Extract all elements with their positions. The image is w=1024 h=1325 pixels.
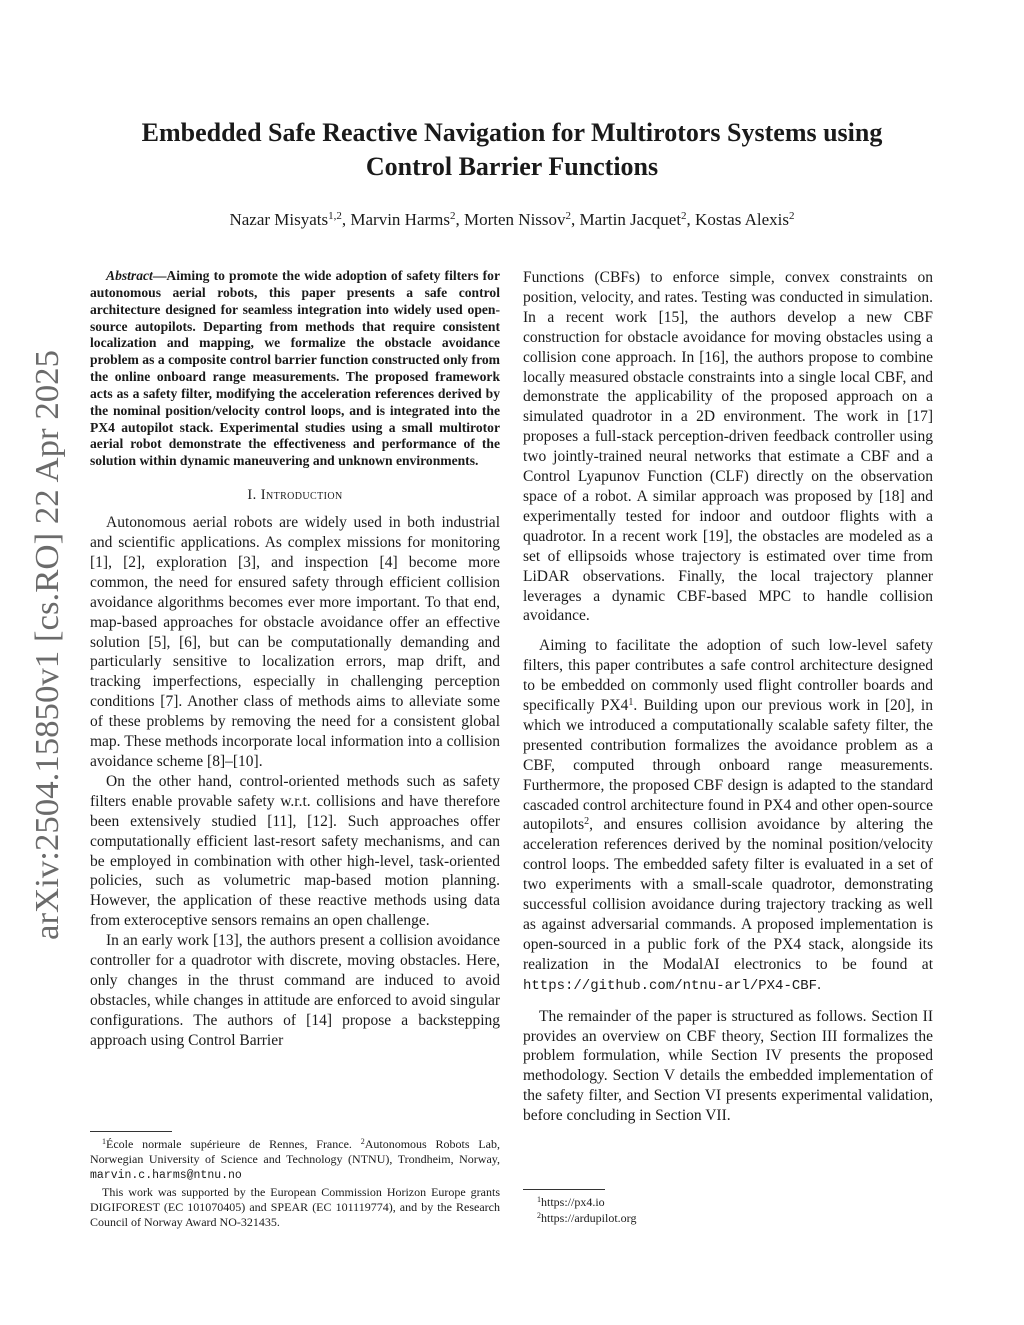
- author-affiliation: 2: [450, 210, 456, 222]
- section-number: I.: [247, 487, 257, 504]
- author-affiliation: 2: [789, 210, 795, 222]
- repository-link[interactable]: https://github.com/ntnu-arl/PX4-CBF: [523, 977, 818, 994]
- author-list: Nazar Misyats$^{1,2}$, Marvin Harms$^2$, Morten Nissov$^2$, Martin Jacquet$^2$, Kostas Alexis$^2$: [229, 210, 795, 229]
- footnote-marker: 2: [537, 1211, 541, 1220]
- intro-paragraph: On the other hand, control-oriented methods such as safety filters enable provable safety w.r.t. collisions and have therefore been extensively studied [11], [12]. Such approaches offer computationally efficient last-resort safety mechanisms, and can be employed in combination with other high-level, task-oriented policies, such as volumetric map-based motion planning. However, the application of these reactive methods using data from exteroceptive sensors remains an open challenge.: [90, 772, 500, 930]
- author-affiliation: 2: [565, 210, 572, 222]
- abstract-text: —Aiming to promote the wide adoption of safety filters for autonomous aerial robots, this paper presents a safe control architecture designed for seamless integration into widely used open-source autopilots. Departing from methods that require consistent localization and mapping, we formalize the obstacle avoidance problem as a composite control barrier function constructed only from the online onboard range measurements. The proposed framework acts as a safety filter, modifying the acceleration references derived by the nominal position/velocity control loops, and is integrated into the PX4 autopilot stack. Experimental studies using a small multirotor aerial robot demonstrate the effectiveness and performance of the solution within dynamic maneuvering and unknown environments.: [90, 268, 500, 469]
- intro-paragraph: In an early work [13], the authors present a collision avoidance controller for a quadrotor with discrete, moving obstacles. Here, only changes in the thrust command are induced to avoid obstacles, while changes in attitude are enforced to avoid singular configurations. The authors of [14] propose a backstepping approach using Control Barrier: [90, 932, 500, 1049]
- right-column: [523, 268, 933, 1126]
- author-affiliation: 2: [681, 210, 687, 222]
- arxiv-identifier: arXiv:2504.15850v1 [cs.RO] 22 Apr 2025: [29, 363, 66, 940]
- intro-paragraph: Autonomous aerial robots are widely used in both industrial and scientific applications. As complex missions for monitoring [1], [2], exploration [3], and inspection [4] become more common, the need for ensured safety through efficient collision avoidance algorithms becomes ever more important. To that end, map-based approaches for obstacle avoidance offer an effective solution [5], [6], but can be computationally demanding and particularly sensitive to localization errors, map drift, and tracking imperfections, especially in challenging perception conditions [7]. Another class of methods aims to alleviate some of these problems by removing the need for a consistent global map. These methods incorporate local information into a collision avoidance scheme [8]–[10].: [90, 514, 500, 770]
- footnote-rule: [90, 1131, 172, 1132]
- footnote-marker: 2: [360, 1137, 365, 1146]
- footnote-marker: 2: [584, 816, 590, 828]
- funding-note: This work was supported by the European Commission Horizon Europe grants DIGIFOREST (EC 101070405) and SPEAR (EC 101119774), and by the Research Council of Norway Award NO-321435.: [90, 1185, 500, 1229]
- paragraph-text: Aiming to facilitate the adoption of such low-level safety filters, this paper contributes a safe control architecture designed to be embedded on commonly used flight controller boards and specifically PX4: [523, 637, 933, 715]
- paragraph-text: . Building upon our previous work in [20], in which we introduced a computationally scalable safety filter, the presented contribution formalizes the avoidance problem as a CBF, computed through onboard range measurements. Furthermore, the proposed CBF design is adapted to the standard cascaded control architecture found in PX4 and other open-source autopilots: [523, 697, 933, 834]
- footnote-link[interactable]: https://px4.io: [541, 1195, 605, 1209]
- email-link[interactable]: marvin.c.harms@ntnu.no: [90, 1169, 242, 1182]
- author-name: Nazar Misyats: [229, 210, 329, 229]
- author-affiliation: 1,2: [328, 210, 342, 222]
- paragraph-text: , and ensures collision avoidance by altering the acceleration references derived by the nominal position/velocity control loops. The embedded safety filter is evaluated in a set of two experiments with a small-scale quadrotor, demonstrating successful collision avoidance during trajectory tracking as well as against adversarial commands. A proposed implementation is open-sourced in a public fork of the PX4 stack, alongside its realization in the ModalAI electronics to be found at: [523, 816, 933, 973]
- contribution-paragraph: [523, 636, 933, 996]
- paragraph-text: .: [817, 975, 821, 993]
- footnote-link[interactable]: https://ardupilot.org: [541, 1211, 637, 1225]
- author-name: Kostas Alexis: [695, 210, 790, 229]
- arxiv-identifier-stamp: [22, 345, 66, 945]
- footnote-marker: 1: [102, 1137, 106, 1146]
- outline-paragraph: The remainder of the paper is structured as follows. Section II provides an overview on CBF theory, Section III formalizes the problem formulation, while Section IV presents the proposed methodology. Section V details the embedded implementation of the safety filter, and Section VI presents experimental validation, before concluding in Section VII.: [523, 1007, 933, 1125]
- url-footnotes: [523, 1195, 933, 1227]
- footnote-rule: [523, 1189, 605, 1190]
- abstract: [90, 268, 500, 470]
- section-title: Introduction: [260, 487, 343, 504]
- author-name: Martin Jacquet: [579, 210, 682, 229]
- abstract-label: Abstract: [106, 268, 153, 283]
- left-column: [90, 268, 500, 1051]
- section-heading-introduction: [90, 486, 500, 505]
- footnote-marker: 1: [537, 1195, 541, 1204]
- affiliation-text: École normale supérieure de Rennes, France.: [106, 1137, 361, 1151]
- affiliation-text: Autonomous Robots Lab, Norwegian University of Science and Technology (NTNU), Trondheim, Norway,: [90, 1137, 500, 1166]
- author-name: Morten Nissov: [464, 210, 566, 229]
- affiliation-footnotes: [90, 1137, 500, 1230]
- intro-paragraph-continued: Functions (CBFs) to enforce simple, convex constraints on position, velocity, and rates. Testing was conducted in simulation. In a recent work [15], the authors develop a new CBF construction for obstacle avoidance for moving obstacles using a collision cone approach. In [16], the authors propose to combine locally measured obstacle constraints into a single local CBF, and demonstrate the applicability of the proposed approach on a simulated quadrotor in a 2D environment. The work in [17] proposes a full-stack perception-driven feedback controller using two jointly-trained neural networks that estimate a CBF and a Control Lyapunov Function (CLF) directly on the observation space of a robot. A similar approach was proposed by [18] and experimentally tested for indoor and outdoor flights with a quadrotor. In a recent work [19], the obstacles are modeled as a set of ellipsoids whose trajectory is estimated over time from LiDAR observations. Finally, the local trajectory planner leverages a dynamic CBF-based MPC to handle collision avoidance.: [523, 269, 933, 625]
- author-name: Marvin Harms: [350, 210, 451, 229]
- paper-title: Embedded Safe Reactive Navigation for Multirotors Systems using Control Barrier Functions: [141, 118, 883, 181]
- footnote-marker: 1: [628, 697, 634, 709]
